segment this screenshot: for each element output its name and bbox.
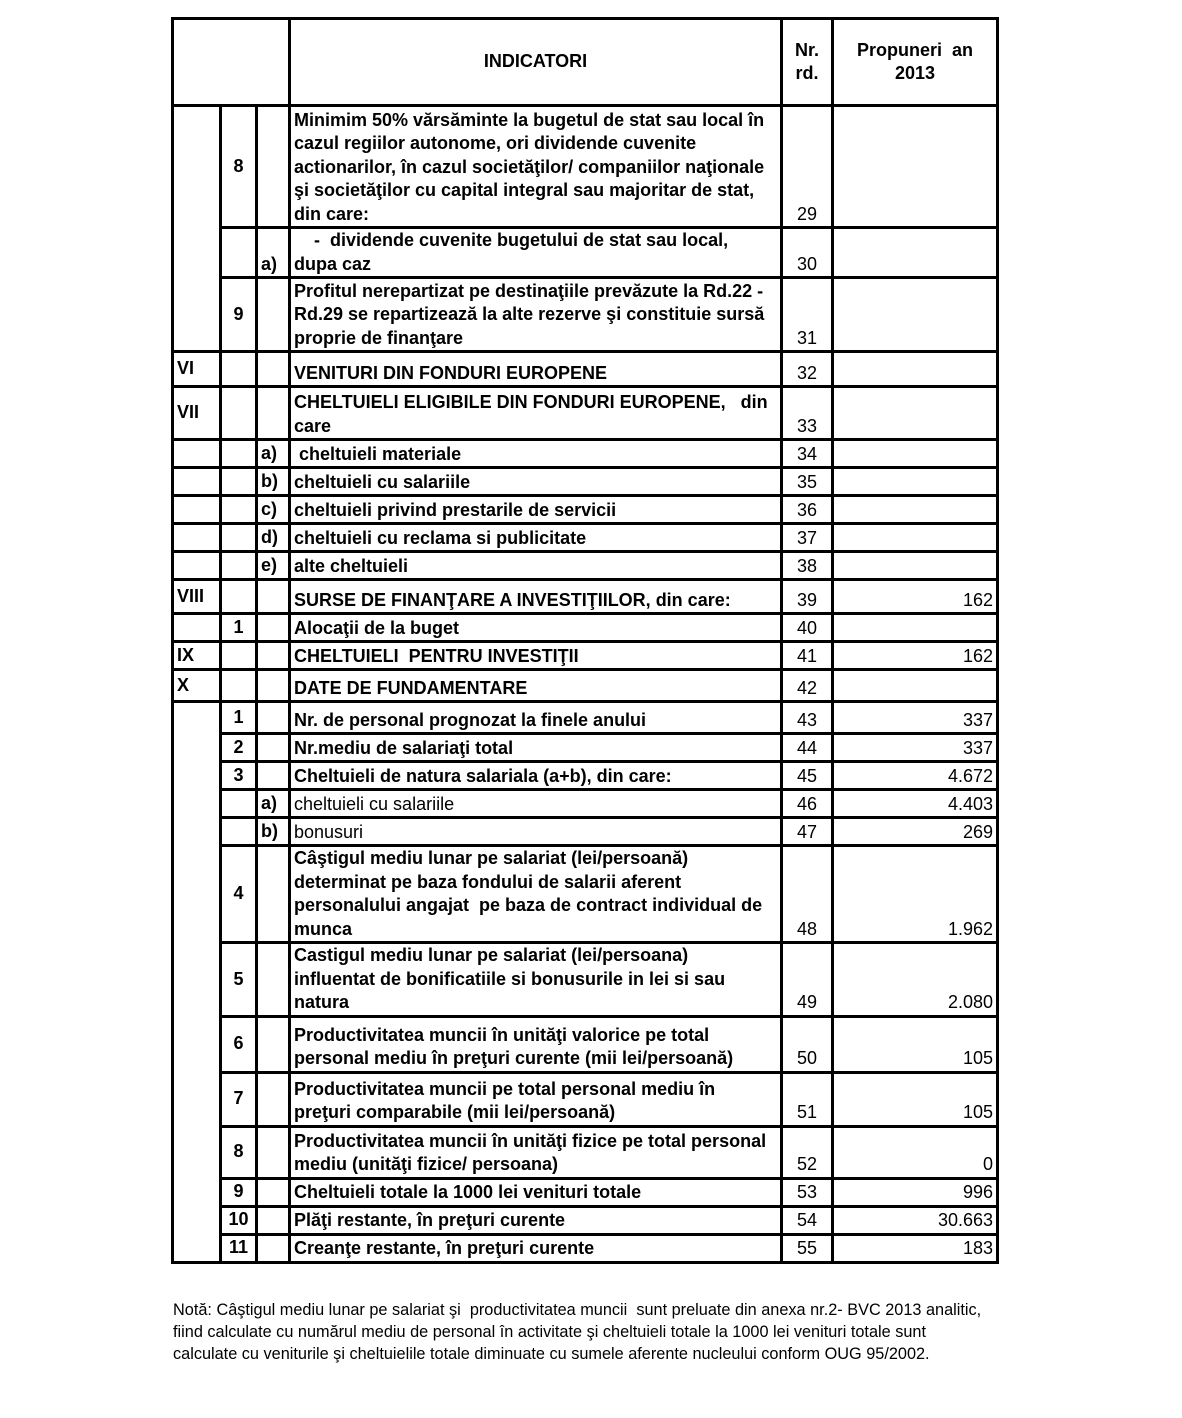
item-number-cell <box>221 524 257 552</box>
item-number-cell: 6 <box>221 1016 257 1072</box>
row-number-cell: 43 <box>782 702 833 734</box>
indicator-cell: Minimim 50% vărsăminte la bugetul de stat sau local în cazul regiilor autonome, ori dividende cuvenite actionarilor, în cazul societăţilor/ companiilor naţionale şi societăţilor cu capital integral sau majoritar de stat, din care: <box>290 106 782 228</box>
item-number-cell <box>221 580 257 614</box>
item-letter-cell <box>257 106 290 228</box>
row-number-cell: 52 <box>782 1126 833 1178</box>
row-number-cell: 37 <box>782 524 833 552</box>
proposal-value-cell <box>833 552 998 580</box>
item-letter-cell: c) <box>257 496 290 524</box>
table-row <box>173 614 998 642</box>
item-number-cell <box>221 552 257 580</box>
item-number-cell: 9 <box>221 1178 257 1206</box>
item-number-cell <box>221 440 257 468</box>
row-number-cell: 32 <box>782 352 833 387</box>
proposal-value-cell <box>833 228 998 278</box>
item-letter-cell <box>257 580 290 614</box>
indicator-cell: CHELTUIELI ELIGIBILE DIN FONDURI EUROPENE, din care <box>290 387 782 440</box>
item-letter-cell <box>257 1206 290 1234</box>
proposal-value-cell <box>833 387 998 440</box>
proposal-value-cell: 4.403 <box>833 790 998 818</box>
proposal-value-cell <box>833 440 998 468</box>
budget-indicators-table <box>171 17 999 1264</box>
row-number-cell: 34 <box>782 440 833 468</box>
indicator-cell: Creanţe restante, în preţuri curente <box>290 1234 782 1262</box>
section-numeral-cell <box>173 106 221 352</box>
table-row <box>173 387 998 440</box>
header-blank-cell <box>173 19 290 106</box>
item-number-cell: 11 <box>221 1234 257 1262</box>
table-row <box>173 106 998 228</box>
indicator-cell: bonusuri <box>290 818 782 846</box>
section-numeral-cell: IX <box>173 642 221 670</box>
section-numeral-cell <box>173 440 221 468</box>
indicator-cell: cheltuieli privind prestarile de servicii <box>290 496 782 524</box>
section-numeral-cell <box>173 468 221 496</box>
table-row <box>173 524 998 552</box>
item-number-cell <box>221 468 257 496</box>
row-number-cell: 42 <box>782 670 833 702</box>
item-letter-cell <box>257 352 290 387</box>
proposal-value-cell <box>833 670 998 702</box>
proposal-value-cell: 337 <box>833 702 998 734</box>
item-number-cell: 1 <box>221 614 257 642</box>
indicator-cell: Profitul nerepartizat pe destinaţiile prevăzute la Rd.22 - Rd.29 se repartizează la alte rezerve şi constituie sursă proprie de finanţare <box>290 278 782 352</box>
proposal-value-cell: 2.080 <box>833 943 998 1017</box>
table-row <box>173 1126 998 1178</box>
item-number-cell: 3 <box>221 762 257 790</box>
item-letter-cell <box>257 762 290 790</box>
indicator-cell: Castigul mediu lunar pe salariat (lei/persoana) influentat de bonificatiile si bonusurile in lei si sau natura <box>290 943 782 1017</box>
table-row <box>173 1206 998 1234</box>
row-number-cell: 44 <box>782 734 833 762</box>
section-numeral-cell: VIII <box>173 580 221 614</box>
section-numeral-cell <box>173 524 221 552</box>
row-number-cell: 51 <box>782 1072 833 1126</box>
indicator-cell: Cheltuieli totale la 1000 lei venituri totale <box>290 1178 782 1206</box>
row-number-cell: 33 <box>782 387 833 440</box>
table-row <box>173 1178 998 1206</box>
indicator-cell: DATE DE FUNDAMENTARE <box>290 670 782 702</box>
item-letter-cell <box>257 278 290 352</box>
row-number-cell: 38 <box>782 552 833 580</box>
table-row <box>173 440 998 468</box>
section-numeral-cell <box>173 614 221 642</box>
item-letter-cell <box>257 1178 290 1206</box>
indicator-cell: alte cheltuieli <box>290 552 782 580</box>
item-letter-cell: a) <box>257 790 290 818</box>
proposal-value-cell: 996 <box>833 1178 998 1206</box>
table-row <box>173 278 998 352</box>
indicator-cell: Câştigul mediu lunar pe salariat (lei/persoană) determinat pe baza fondului de salarii aferent personalului angajat pe baza de contract individual de munca <box>290 846 782 943</box>
item-number-cell: 4 <box>221 846 257 943</box>
indicator-cell: Plăţi restante, în preţuri curente <box>290 1206 782 1234</box>
item-letter-cell: a) <box>257 440 290 468</box>
proposal-value-cell <box>833 106 998 228</box>
proposal-value-cell: 105 <box>833 1016 998 1072</box>
table-row <box>173 670 998 702</box>
item-number-cell: 8 <box>221 1126 257 1178</box>
table-row <box>173 352 998 387</box>
item-letter-cell <box>257 642 290 670</box>
table-row <box>173 846 998 943</box>
table-row <box>173 552 998 580</box>
row-number-cell: 39 <box>782 580 833 614</box>
section-numeral-cell <box>173 496 221 524</box>
item-number-cell <box>221 228 257 278</box>
item-number-cell: 8 <box>221 106 257 228</box>
section-numeral-cell: X <box>173 670 221 702</box>
table-body <box>173 106 998 1263</box>
header-indicators: INDICATORI <box>290 19 782 106</box>
table-row <box>173 1072 998 1126</box>
indicator-cell: Nr.mediu de salariaţi total <box>290 734 782 762</box>
item-letter-cell <box>257 702 290 734</box>
row-number-cell: 29 <box>782 106 833 228</box>
item-letter-cell: d) <box>257 524 290 552</box>
row-number-cell: 45 <box>782 762 833 790</box>
proposal-value-cell <box>833 468 998 496</box>
indicator-cell: Cheltuieli de natura salariala (a+b), din care: <box>290 762 782 790</box>
item-number-cell <box>221 642 257 670</box>
item-number-cell: 5 <box>221 943 257 1017</box>
row-number-cell: 46 <box>782 790 833 818</box>
proposal-value-cell <box>833 614 998 642</box>
indicator-cell: cheltuieli cu reclama si publicitate <box>290 524 782 552</box>
item-number-cell <box>221 818 257 846</box>
table-row <box>173 580 998 614</box>
row-number-cell: 35 <box>782 468 833 496</box>
item-letter-cell <box>257 1016 290 1072</box>
row-number-cell: 55 <box>782 1234 833 1262</box>
section-numeral-cell <box>173 702 221 1263</box>
proposal-value-cell: 0 <box>833 1126 998 1178</box>
indicator-cell: Productivitatea muncii pe total personal mediu în preţuri comparabile (mii lei/persoană) <box>290 1072 782 1126</box>
item-number-cell: 9 <box>221 278 257 352</box>
proposal-value-cell: 162 <box>833 580 998 614</box>
table-row <box>173 496 998 524</box>
proposal-value-cell <box>833 496 998 524</box>
indicator-cell: Productivitatea muncii în unităţi fizice pe total personal mediu (unităţi fizice/ persoana) <box>290 1126 782 1178</box>
section-numeral-cell <box>173 552 221 580</box>
item-letter-cell: e) <box>257 552 290 580</box>
item-number-cell: 7 <box>221 1072 257 1126</box>
indicator-cell: Nr. de personal prognozat la finele anului <box>290 702 782 734</box>
item-letter-cell <box>257 943 290 1017</box>
row-number-cell: 47 <box>782 818 833 846</box>
table-row <box>173 1234 998 1262</box>
indicator-cell: Alocaţii de la buget <box>290 614 782 642</box>
footnote: Notă: Câştigul mediu lunar pe salariat şi productivitatea muncii sunt preluate din anexa nr.2- BVC 2013 analitic, fiind calculate cu numărul mediu de personal în activitate şi cheltuieli totale la 1000 lei venituri totale sunt calculate cu veniturile şi cheltuielile totale diminuate cu sumele aferente nucleului conform OUG 95/2002. <box>173 1301 982 1363</box>
indicator-cell: SURSE DE FINANŢARE A INVESTIŢIILOR, din care: <box>290 580 782 614</box>
table-header-row <box>173 19 998 106</box>
proposal-value-cell: 4.672 <box>833 762 998 790</box>
indicator-cell: cheltuieli materiale <box>290 440 782 468</box>
table-row <box>173 818 998 846</box>
indicator-cell: cheltuieli cu salariile <box>290 468 782 496</box>
row-number-cell: 54 <box>782 1206 833 1234</box>
indicator-cell: cheltuieli cu salariile <box>290 790 782 818</box>
section-numeral-cell: VII <box>173 387 221 440</box>
row-number-cell: 31 <box>782 278 833 352</box>
row-number-cell: 53 <box>782 1178 833 1206</box>
table-row <box>173 702 998 734</box>
item-number-cell <box>221 352 257 387</box>
proposal-value-cell <box>833 278 998 352</box>
item-letter-cell <box>257 614 290 642</box>
table-row <box>173 468 998 496</box>
table-row <box>173 762 998 790</box>
row-number-cell: 36 <box>782 496 833 524</box>
item-number-cell <box>221 790 257 818</box>
row-number-cell: 50 <box>782 1016 833 1072</box>
header-proposals-2013: Propuneri an 2013 <box>833 19 998 106</box>
table-row <box>173 1016 998 1072</box>
proposal-value-cell: 1.962 <box>833 846 998 943</box>
row-number-cell: 30 <box>782 228 833 278</box>
proposal-value-cell <box>833 524 998 552</box>
item-letter-cell: b) <box>257 818 290 846</box>
indicator-cell: VENITURI DIN FONDURI EUROPENE <box>290 352 782 387</box>
item-number-cell <box>221 670 257 702</box>
row-number-cell: 41 <box>782 642 833 670</box>
indicator-cell: - dividende cuvenite bugetului de stat sau local, dupa caz <box>290 228 782 278</box>
row-number-cell: 40 <box>782 614 833 642</box>
item-letter-cell <box>257 1234 290 1262</box>
table-row <box>173 228 998 278</box>
item-letter-cell <box>257 846 290 943</box>
item-letter-cell <box>257 734 290 762</box>
row-number-cell: 49 <box>782 943 833 1017</box>
table-row <box>173 734 998 762</box>
item-number-cell: 10 <box>221 1206 257 1234</box>
item-letter-cell <box>257 387 290 440</box>
item-letter-cell <box>257 1126 290 1178</box>
item-letter-cell <box>257 1072 290 1126</box>
item-letter-cell: a) <box>257 228 290 278</box>
item-letter-cell: b) <box>257 468 290 496</box>
item-number-cell <box>221 387 257 440</box>
item-letter-cell <box>257 670 290 702</box>
indicator-cell: Productivitatea muncii în unităţi valorice pe total personal mediu în preţuri curente (mii lei/persoană) <box>290 1016 782 1072</box>
proposal-value-cell: 269 <box>833 818 998 846</box>
proposal-value-cell: 30.663 <box>833 1206 998 1234</box>
table-row <box>173 790 998 818</box>
table-row <box>173 943 998 1017</box>
proposal-value-cell: 183 <box>833 1234 998 1262</box>
proposal-value-cell: 105 <box>833 1072 998 1126</box>
proposal-value-cell: 337 <box>833 734 998 762</box>
item-number-cell: 1 <box>221 702 257 734</box>
proposal-value-cell: 162 <box>833 642 998 670</box>
table-row <box>173 642 998 670</box>
item-number-cell: 2 <box>221 734 257 762</box>
item-number-cell <box>221 496 257 524</box>
section-numeral-cell: VI <box>173 352 221 387</box>
indicator-cell: CHELTUIELI PENTRU INVESTIŢII <box>290 642 782 670</box>
header-row-number: Nr. rd. <box>782 19 833 106</box>
proposal-value-cell <box>833 352 998 387</box>
row-number-cell: 48 <box>782 846 833 943</box>
